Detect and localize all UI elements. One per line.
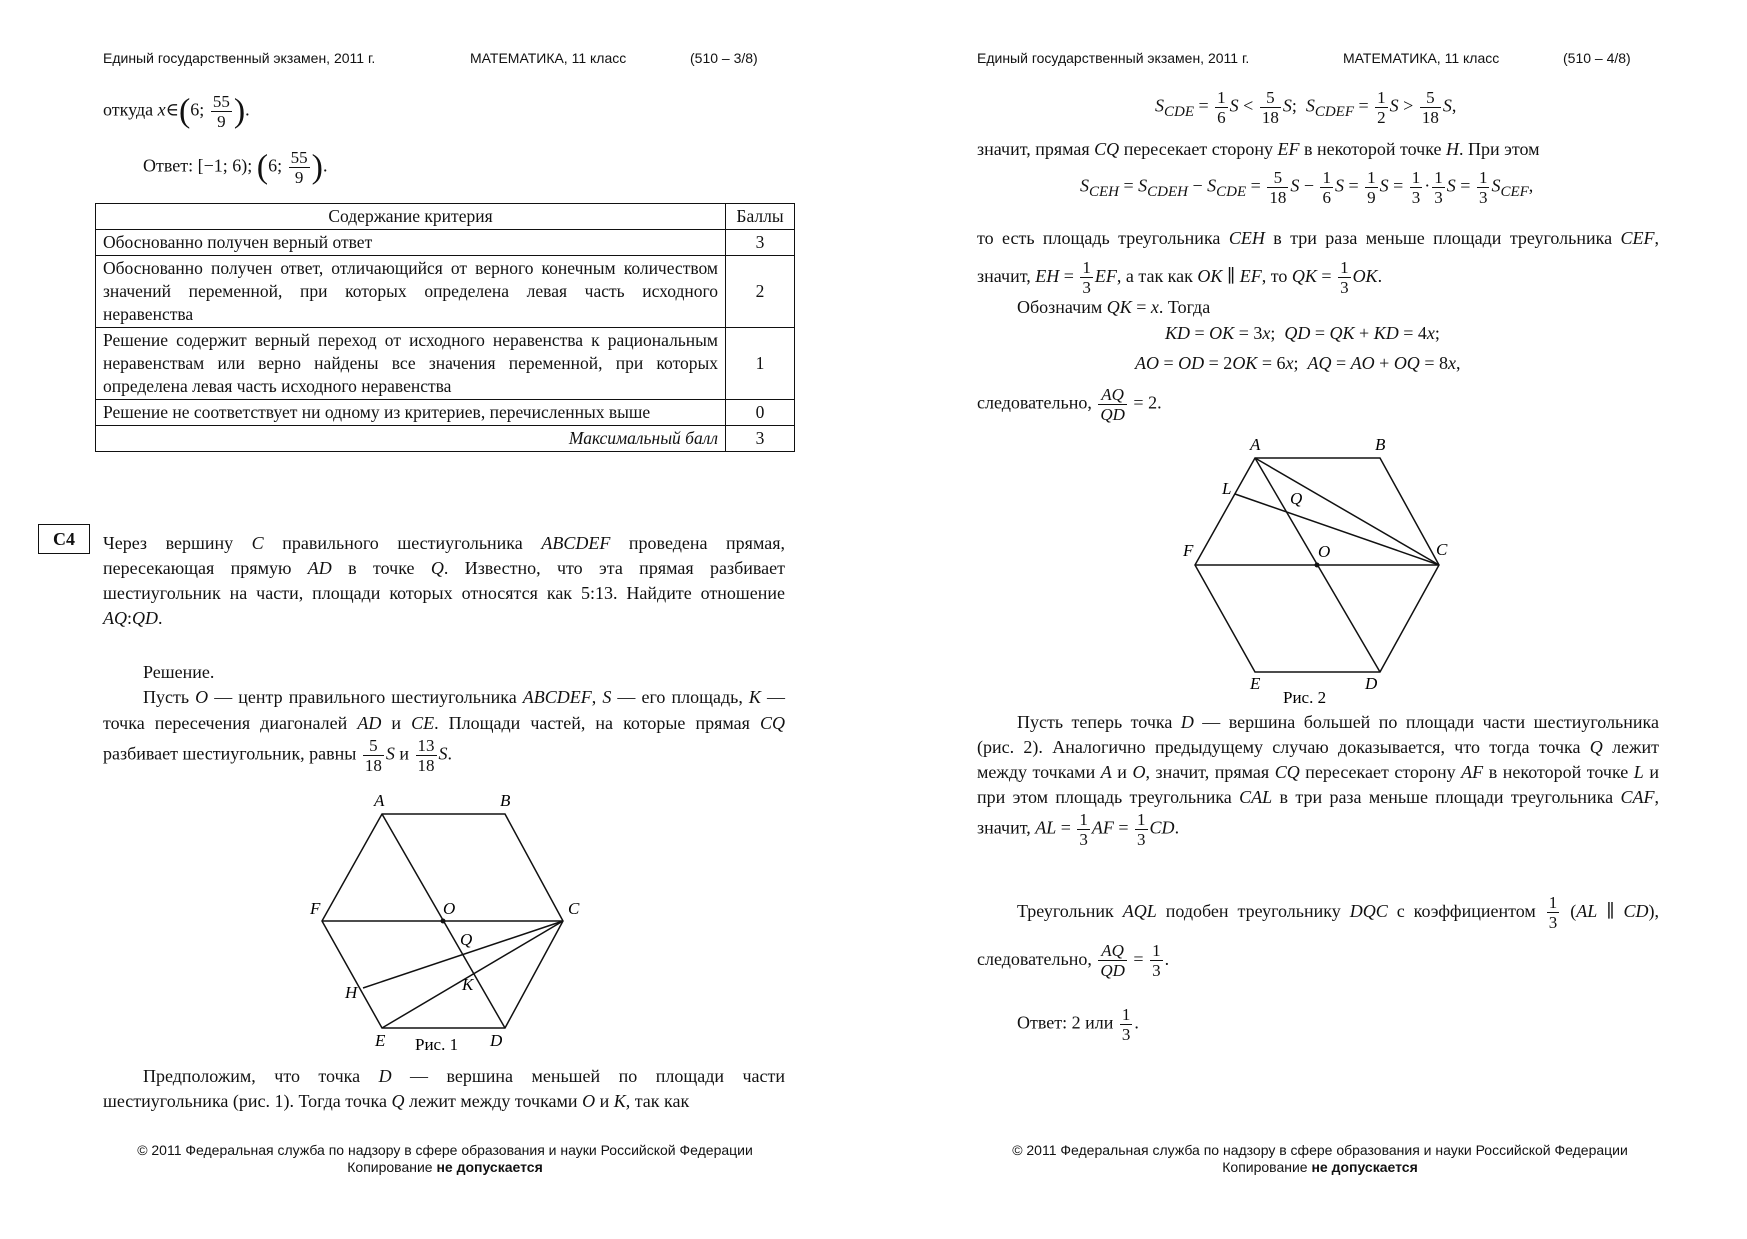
table-row xyxy=(96,256,795,328)
svg-text:C: C xyxy=(1436,540,1448,559)
criteria-desc: Решение не соответствует ни одному из критериев, перечисленных выше xyxy=(96,400,726,426)
left-footer-copyright: © 2011 Федеральная служба по надзору в сфере образования и науки Российской Федерации xyxy=(137,1142,753,1158)
right-footer xyxy=(960,1142,1680,1176)
solution-label: Решение. xyxy=(143,662,215,682)
right-text-2: то есть площадь треугольника CEH в три раза меньше площади треугольника CEF, значит, EH = $\frac{1}{3}$ EF, а так как OK ∥ EF, то QK = $\frac{1}{3}$ OK. xyxy=(977,228,1659,298)
criteria-max-points: 3 xyxy=(726,426,795,452)
right-text-6: Треугольник AQL подобен треугольнику DQC с коэффициентом $\frac{1}{3}$ (AL ∥ CD), следовательно, $\frac{AQ}{QD}$ = $\frac{1}{3}$ . xyxy=(977,893,1659,981)
right-text-3: Обозначим QK = x. Тогда xyxy=(1017,297,1211,317)
intro-line: откуда x∈(6; $\frac{55}{9}$ ). xyxy=(103,92,250,131)
criteria-desc: Обоснованно получен ответ, отличающийся от верного конечным количеством значений переменной, при которых определена левая часть исходного неравенства xyxy=(96,256,726,328)
svg-text:A: A xyxy=(374,791,385,810)
left-footer-copy-notice: Копирование не допускается xyxy=(347,1159,543,1175)
task-number-badge: C4 xyxy=(38,524,90,554)
criteria-head-desc: Содержание критерия xyxy=(96,204,726,230)
solution-paragraph-2: Предположим, что точка D — вершина меньшей по площади части шестиугольника (рис. 1). Тогда точка Q лежит между точками O и K, так как xyxy=(103,1066,785,1111)
formula-kd: KD = OK = 3x; QD = QK + KD = 4x; xyxy=(1165,323,1440,343)
svg-text:F: F xyxy=(310,899,321,918)
criteria-points: 1 xyxy=(726,328,795,400)
svg-text:B: B xyxy=(1375,435,1386,454)
svg-text:E: E xyxy=(1250,674,1261,693)
table-row xyxy=(96,230,795,256)
solution-paragraph-1: Пусть O — центр правильного шестиугольника ABCDEF, S — его площадь, K — точка пересечения диагоналей AD и CE. Площади частей, на которые прямая CQ разбивает шестиугольник, равны $\frac{5}{18}$ S и $\frac{13}{18}$ S. xyxy=(103,687,785,775)
criteria-points: 0 xyxy=(726,400,795,426)
left-footer xyxy=(85,1142,805,1176)
right-text-1: значит, прямая CQ пересекает сторону EF в некоторой точке H. При этом xyxy=(977,139,1540,159)
right-header-page: (510 – 4/8) xyxy=(1563,50,1631,66)
figure-1-caption: Рис. 1 xyxy=(415,1035,459,1054)
svg-text:O: O xyxy=(1318,542,1331,561)
left-header-exam: Единый государственный экзамен, 2011 г. xyxy=(103,50,376,66)
right-text-5: Пусть теперь точка D — вершина большей по площади части шестиугольника (рис. 2). Аналогично предыдущему случаю доказывается, что тогда точка Q лежит между точками A и O, значит, прямая CQ пересекает сторону AF в некоторой точке L и при этом площадь треугольника CAL в три раза меньше площади треугольника CAF, значит, AL = $\frac{1}{3}$ AF = $\frac{1}{3}$ CD. xyxy=(977,712,1659,849)
task-statement: Через вершину C правильного шестиугольника ABCDEF проведена прямая, пересекающая прямую AD в точке Q. Известно, что эта прямая разбивает шестиугольник на части, площади которых относятся как 5:13. Найдите отношение AQ:QD. xyxy=(103,533,785,628)
criteria-max-row xyxy=(96,426,795,452)
answer-line-1: Ответ: [−1; 6); (6; $\frac{55}{9}$ ). xyxy=(143,148,328,187)
svg-text:O: O xyxy=(443,899,456,918)
svg-text:F: F xyxy=(1183,541,1194,560)
hexagon-figure-2 xyxy=(1180,432,1450,712)
final-answer: Ответ: 2 или $\frac{1}{3}$ . xyxy=(1017,1005,1139,1044)
criteria-points: 2 xyxy=(726,256,795,328)
criteria-desc: Решение содержит верный переход от исходного неравенства к рациональным неравенствам или верно найдены все значения переменной, при которых определена левая часть исходного неравенства xyxy=(96,328,726,400)
svg-text:D: D xyxy=(490,1031,503,1050)
criteria-head-points: Баллы xyxy=(726,204,795,230)
left-header-subject: МАТЕМАТИКА, 11 класс xyxy=(470,50,627,66)
figure-2-caption: Рис. 2 xyxy=(1283,688,1327,707)
formula-areas: $S_{CDE}$ = $\frac{1}{6}$ S < $\frac{5}{18}$ S; $S_{CDEF}$ = $\frac{1}{2}$ S > $\frac{5}{18}$ S, xyxy=(1155,88,1457,127)
criteria-table xyxy=(95,203,795,452)
right-text-4: следовательно, $\frac{AQ}{QD}$ = 2. xyxy=(977,385,1162,424)
hexagon-figure-1 xyxy=(300,788,590,1056)
svg-text:D: D xyxy=(1365,674,1378,693)
criteria-desc: Обоснованно получен верный ответ xyxy=(96,230,726,256)
right-footer-copy-notice: Копирование не допускается xyxy=(1222,1159,1418,1175)
svg-text:Q: Q xyxy=(460,930,473,949)
svg-text:C: C xyxy=(568,899,580,918)
table-row xyxy=(96,400,795,426)
right-footer-copyright: © 2011 Федеральная служба по надзору в сфере образования и науки Российской Федерации xyxy=(1012,1142,1628,1158)
formula-ceh: $S_{CEH} = S_{CDEH} - S_{CDE}$ = $\frac{5}{18}$ S − $\frac{1}{6}$ S = $\frac{1}{9}$ S = $\frac{1}{3}$ · $\frac{1}{3}$ S = $\frac{1}{3}$ $S_{CEF}$, xyxy=(1080,168,1534,207)
right-header-subject: МАТЕМАТИКА, 11 класс xyxy=(1343,50,1500,66)
criteria-max-label: Максимальный балл xyxy=(96,426,726,452)
svg-text:E: E xyxy=(375,1031,386,1050)
left-header-page: (510 – 3/8) xyxy=(690,50,758,66)
svg-text:K: K xyxy=(462,975,474,994)
right-header-exam: Единый государственный экзамен, 2011 г. xyxy=(977,50,1250,66)
svg-text:B: B xyxy=(500,791,511,810)
table-row xyxy=(96,328,795,400)
criteria-points: 3 xyxy=(726,230,795,256)
svg-text:Q: Q xyxy=(1290,489,1303,508)
criteria-header-row xyxy=(96,204,795,230)
formula-ao: AO = OD = 2OK = 6x; AQ = AO + OQ = 8x, xyxy=(1135,353,1461,373)
svg-text:L: L xyxy=(1222,479,1232,498)
svg-text:A: A xyxy=(1250,435,1261,454)
svg-text:H: H xyxy=(345,983,358,1002)
